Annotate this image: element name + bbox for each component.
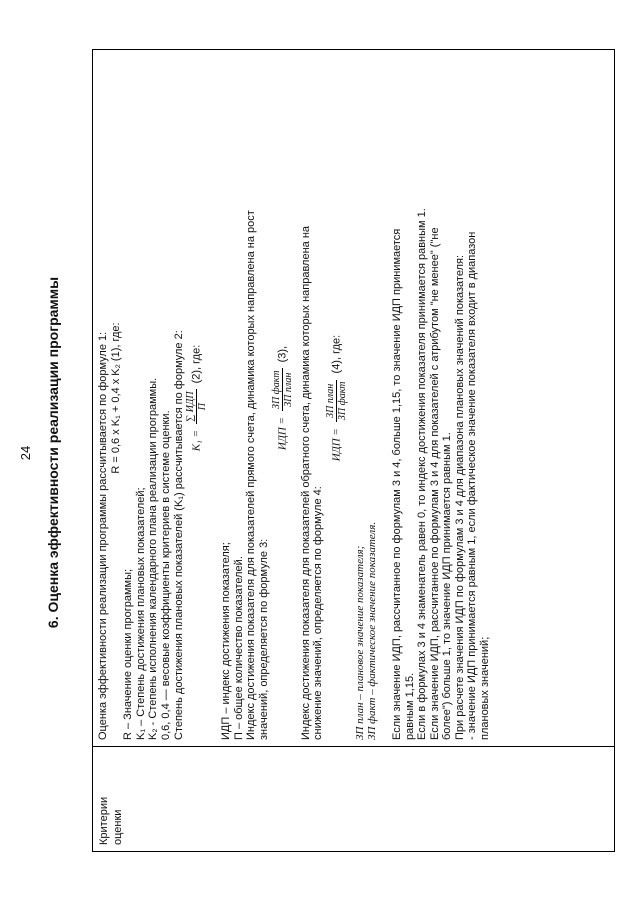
formula-2-tag: (2), где:: [190, 344, 203, 384]
section-title: 6. Оценка эффективности реализации программы: [45, 276, 61, 629]
text-line: ЗП план – плановое значение показателя;: [353, 545, 366, 740]
text-line: Степень достижения плановых показателей (K₁) рассчитывается по формуле 2:: [172, 330, 185, 740]
text-line: более") больше 1, то значение ИДП принимается равным 1.: [441, 432, 454, 740]
formula-3-lhs: ИДП =: [275, 417, 288, 451]
text-line: значений, определяется по формуле 3:: [257, 538, 270, 740]
text-line: Оценка эффективности реализации программы рассчитывается по формуле 1:: [97, 331, 109, 740]
text-line: плановых значений;: [479, 636, 492, 740]
text-line: - значение ИДП принимается равным 1, если фактическое значение показателя входит в диапазон: [466, 231, 479, 740]
page-number: 24: [18, 445, 33, 461]
text-line: K₂ - Степень исполнения календарного плана реализации программы.: [147, 377, 160, 740]
formula-2-denominator: П: [197, 403, 209, 411]
text-line: Если значение ИДП, рассчитанное по формулам 3 и 4, больше 1,15, то значение ИДП принимается: [390, 228, 403, 740]
formula-3: [271, 56, 294, 740]
text-line: Если в формулах 3 и 4 знаменатель равен 0, то индекс достижения показателя принимается равным 1.: [416, 208, 429, 740]
spacer: [379, 56, 391, 740]
text-line: Индекс достижения показателя для показателей обратного счета, динамика которых направлена на: [299, 225, 312, 740]
formula-2-lhs: K₁ =: [190, 429, 203, 452]
formula-1: R = 0,6 x K₁ + 0,4 x K₂ (1), где:: [109, 322, 122, 474]
criteria-label-line2: оценки: [112, 809, 124, 845]
spacer: [208, 56, 220, 740]
formula-4-tag: (4), где:: [330, 334, 343, 374]
formula-2: [185, 56, 208, 740]
formula-4-numerator: ЗП план: [325, 380, 337, 423]
text-line: ЗП факт – фактическое значение показателя.: [366, 521, 379, 740]
text-line: R – Значение оценки программы;: [122, 568, 135, 740]
formula-3-denominator: ЗП план: [282, 372, 294, 407]
formula-3-numerator: ЗП факт: [270, 370, 282, 409]
table-row: [93, 50, 615, 852]
formula-4-denominator: ЗП факт: [336, 381, 348, 421]
formula-4: [325, 56, 348, 740]
criteria-label-cell: [93, 747, 615, 852]
formula-2-numerator: ∑ ИДП: [185, 391, 197, 422]
formula-2-fraction: [185, 389, 208, 423]
text-line: П – общее количество показателей.: [232, 556, 245, 740]
formula-4-fraction: [325, 380, 348, 423]
formula-3-tag: (3),: [275, 345, 288, 363]
formula-3-fraction: [271, 368, 294, 411]
text-line: Индекс достижения показателя для показателей прямого счета, динамика которых направлена на рост: [245, 210, 258, 740]
criteria-content-cell: [93, 50, 615, 747]
text-line: 0,6, 0,4 — весовые коэффициенты критериев в системе оценки.: [159, 410, 172, 740]
evaluation-criteria-table: [92, 49, 615, 852]
formula-4-lhs: ИДП =: [330, 428, 343, 462]
criteria-label-line1: Критерии: [98, 796, 110, 845]
text-line: При расчете значения ИДП по формулам 3 и 4 для диапазона плановых значений показателя:: [453, 254, 466, 740]
text-line: снижение значений, определяется по формуле 4:: [312, 486, 325, 740]
text-line: K₁ – Степень достижения плановых показателей;: [134, 487, 147, 740]
text-line: равным 1,15.: [403, 672, 416, 740]
text-line: Если значение ИДП, рассчитанное по формулам 3 и 4 для показателей с атрибутом "не менее" ("не: [428, 227, 441, 740]
text-line: ИДП – индекс достижения показателя;: [220, 542, 233, 740]
